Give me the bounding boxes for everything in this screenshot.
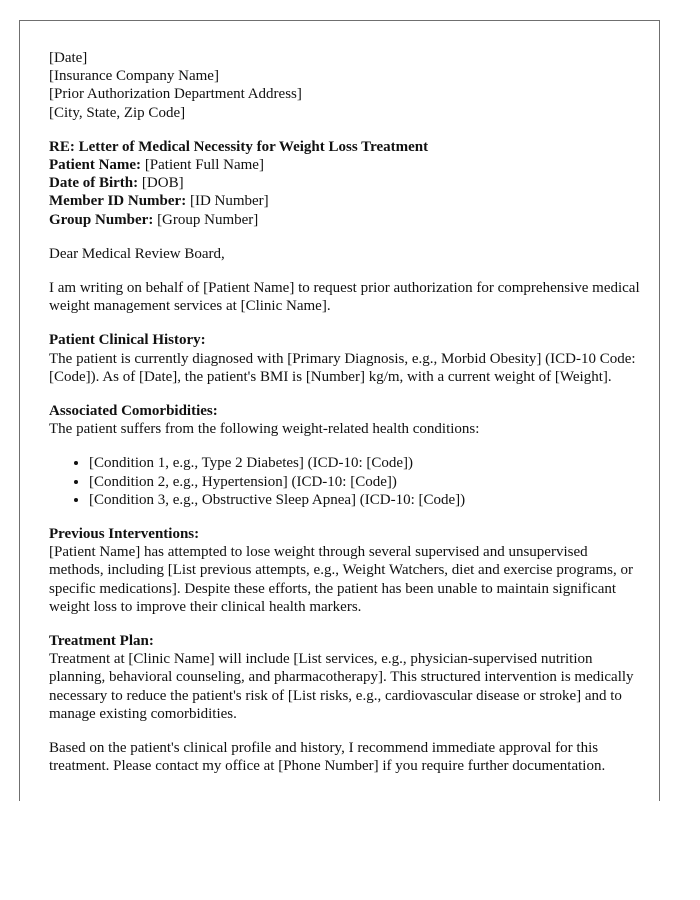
- comorbidities-list: [49, 454, 643, 509]
- comorbidities-intro: The patient suffers from the following weight-related health conditions:: [49, 421, 480, 438]
- patient-name-label: Patient Name:: [49, 157, 142, 174]
- interventions-heading: Previous Interventions:: [49, 526, 200, 543]
- insurance-company-name: [Insurance Company Name]: [49, 68, 219, 85]
- interventions-text: [Patient Name] has attempted to lose weight through several supervised and unsupervised methods, including [List previous attempts, e.g., Weight Watchers, diet and exercise programs, or specific medications]. Despite these efforts, the patient has been unable to maintain significant weight loss to improve their clinical health markers.: [49, 544, 633, 615]
- member-id-label: Member ID Number:: [49, 193, 187, 210]
- clinical-history-text: The patient is currently diagnosed with [Primary Diagnosis, e.g., Morbid Obesity] (ICD-10 Code: [Code]). As of [Date], the patient's BMI is [Number] kg/m, with a current weight of [Weight].: [49, 350, 636, 385]
- comorbidities-heading: Associated Comorbidities:: [49, 403, 218, 420]
- closing-paragraph: Based on the patient's clinical profile and history, I recommend immediate approval for this treatment. Please contact my office at [Phone Number] if you require further documentation.: [49, 740, 606, 775]
- patient-name-line: [49, 156, 643, 174]
- member-id-line: [49, 192, 643, 210]
- group-number-value: [Group Number]: [153, 211, 259, 228]
- re-block: [49, 138, 643, 229]
- intro-paragraph: I am writing on behalf of [Patient Name] to request prior authorization for comprehensive medical weight management services at [Clinic Name].: [49, 280, 640, 315]
- re-subject: RE: Letter of Medical Necessity for Weight Loss Treatment: [49, 138, 429, 155]
- salutation: Dear Medical Review Board,: [49, 245, 225, 262]
- city-state-zip: [City, State, Zip Code]: [49, 104, 186, 121]
- letter-date: [Date]: [49, 50, 88, 66]
- treatment-plan-text: Treatment at [Clinic Name] will include [List services, e.g., physician-supervised nutrition planning, behavioral counseling, and pharmacotherapy]. This structured intervention is medically necessary to reduce the patient's risk of [List risks, e.g., cardiovascular disease or stroke] and to manage existing comorbidities.: [49, 651, 634, 722]
- comorbidities-section: [49, 402, 643, 509]
- dob-line: [49, 174, 643, 192]
- group-number-line: [49, 211, 643, 229]
- clinical-history-section: [49, 331, 643, 386]
- department-address: [Prior Authorization Department Address]: [49, 86, 302, 103]
- group-number-label: Group Number:: [49, 211, 154, 228]
- member-id-value: [ID Number]: [186, 193, 269, 210]
- list-item: • [Condition 1, e.g., Type 2 Diabetes] (ICD-10: [Code]): [89, 454, 643, 472]
- clinical-history-heading: Patient Clinical History:: [49, 332, 206, 349]
- patient-name-value: [Patient Full Name]: [141, 157, 264, 174]
- treatment-plan-heading: Treatment Plan:: [49, 633, 154, 650]
- treatment-plan-section: [49, 632, 643, 723]
- dob-value: [DOB]: [138, 175, 184, 192]
- interventions-section: [49, 525, 643, 616]
- letter-page: [19, 20, 660, 801]
- letter-body: [49, 49, 643, 792]
- recipient-address: [49, 49, 643, 122]
- list-item: • [Condition 3, e.g., Obstructive Sleep Apnea] (ICD-10: [Code]): [89, 491, 643, 509]
- list-item: • [Condition 2, e.g., Hypertension] (ICD-10: [Code]): [89, 473, 643, 491]
- dob-label: Date of Birth:: [49, 175, 139, 192]
